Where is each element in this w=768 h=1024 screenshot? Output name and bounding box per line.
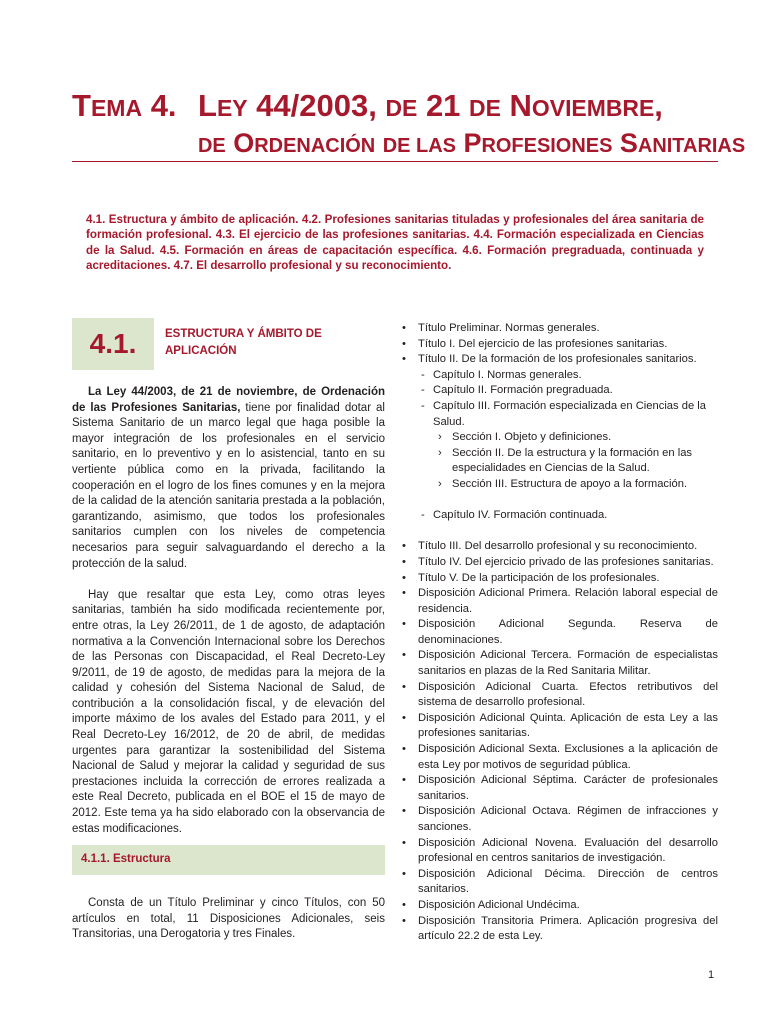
title-fragment: ANITARIAS (637, 135, 746, 157)
chapter-summary: 4.1. Estructura y ámbito de aplicación. 4.2. Profesiones sanitarias tituladas y profesionales del área sanitaria de formación profesional. 4.3. El ejercicio de las profesiones sanitarias. 4.4. Formación especializada en Ciencias de la Salud. 4.5. Formación en áreas de capacitación específica. 4.6. Formación pregraduada, continuada y acreditaciones. 4.7. El desarrollo profesional y su reconocimiento. (86, 213, 704, 273)
subsection-heading (72, 845, 385, 875)
structure-paragraph: Consta de un Título Preliminar y cinco Títulos, con 50 artículos en total, 11 Disposiciones Adicionales, seis Transitorias, una Derogatoria y tres Finales. (72, 897, 385, 941)
list-item: • Título Preliminar. Normas generales. (400, 321, 718, 337)
title-fragment: RDENACIÓN (254, 135, 376, 157)
paragraph-intro-text: tiene por finalidad dotar al Sistema Sanitario de un marco legal que haga posible la mayor integración de los profesionales en el servicio sanitario, en lo preventivo y en lo asistencial, tanto en su vertiente pública como en la privada, facilitando la cooperación en el logro de los fines comunes y en la mejora de la calidad de la atención sanitaria prestada a la población, garantizando, asimismo, que todos los profesionales sanitarios cumplen con los niveles de competencia necesarios para seguir salvaguardando el derecho a la protección de la salud. (72, 401, 385, 570)
title-fragment: DE (385, 95, 418, 121)
list-item: • Título III. Del desarrollo profesional y su reconocimiento. (400, 539, 718, 555)
list-item: • Título II. De la formación de los profesionales sanitarios. (400, 352, 718, 368)
title-fragment (375, 128, 383, 158)
list-spacer (400, 524, 718, 540)
title-divider (72, 161, 718, 162)
title-fragment: , (654, 88, 663, 123)
list-item: • Disposición Adicional Quinta. Aplicación de esta Ley a las profesiones sanitarias. (400, 711, 718, 742)
list-item: • Disposición Adicional Tercera. Formación de especialistas sanitarios en plazas de la Red Sanitaria Militar. (400, 648, 718, 679)
page-number: 1 (708, 969, 715, 981)
list-item: • Disposición Adicional Segunda. Reserva de denominaciones. (400, 617, 718, 648)
title-fragment: OVIEMBRE (531, 95, 655, 121)
chapter-label: TEMA 4. (72, 88, 177, 123)
list-item: • Disposición Adicional Séptima. Carácter de profesionales sanitarios. (400, 773, 718, 804)
paragraph-intro-bold: La Ley 44/2003, de 21 de noviembre, de Ordenación de las Profesiones Sanitarias, (72, 386, 385, 414)
left-column (72, 385, 385, 853)
section-heading (72, 318, 385, 370)
list-item: • Disposición Adicional Cuarta. Efectos retributivos del sistema de desarrollo profesional. (400, 680, 718, 711)
paragraph-intro (72, 385, 385, 572)
title-fragment: O (225, 128, 255, 158)
list-item: • Disposición Adicional Undécima. (400, 898, 718, 914)
section-item: › Sección III. Estructura de apoyo a la formación. (400, 477, 718, 493)
law-title-line-1 (198, 88, 663, 124)
list-item: • Disposición Adicional Novena. Evaluación del desarrollo profesional en centros sanitarios de investigación. (400, 836, 718, 867)
list-item: • Título IV. Del ejercicio privado de las profesiones sanitarias. (400, 555, 718, 571)
list-item: • Disposición Adicional Octava. Régimen de infracciones y sanciones. (400, 804, 718, 835)
section-item: › Sección II. De la estructura y la formación en las especialidades en Ciencias de la Salud. (400, 446, 718, 477)
title-fragment: S (612, 128, 638, 158)
chapter-item: - Capítulo IV. Formación continuada. (400, 508, 718, 524)
list-item: • Disposición Adicional Primera. Relación laboral especial de residencia. (400, 586, 718, 617)
title-fragment: 44/2003, (247, 88, 386, 123)
chapter-item: - Capítulo II. Formación pregraduada. (400, 383, 718, 399)
list-item: • Disposición Transitoria Primera. Aplicación progresiva del artículo 22.2 de esta Ley. (400, 914, 718, 945)
paragraph-modifications: Hay que resaltar que esta Ley, como otras leyes sanitarias, también ha sido modificada recientemente por, entre otras, la Ley 26/2011, de 1 de agosto, de adaptación normativa a la Convención Internacional sobre los Derechos de las Personas con Discapacidad, el Real Decreto-Ley 9/2011, de 19 de agosto, de medidas para la mejora de la calidad y cohesión del Sistema Nacional de Salud, de contribución a la consolidación fiscal, y de elevación del importe máximo de los avales del Estado para 2011, y el Real Decreto-Ley 16/2012, de 20 de abril, de medidas urgentes para garantizar la sostenibilidad del Sistema Nacional de Salud y mejorar la calidad y seguridad de sus prestaciones incluida la corrección de errores realizada a este Real Decreto, publicada en el BOE el 15 de mayo de 2012. Este tema ya ha sido elaborado con la observancia de estas modificaciones. (72, 588, 385, 835)
title-fragment: EY (216, 95, 248, 121)
section-title: ESTRUCTURA Y ÁMBITO DE APLICACIÓN (165, 328, 322, 357)
title-fragment: ROFESIONES (481, 135, 613, 157)
title-fragment: 21 (417, 88, 470, 123)
title-fragment: L (198, 88, 217, 123)
law-structure-list (400, 321, 718, 945)
subsection-title: 4.1.1. Estructura (81, 853, 171, 865)
list-item: • Disposición Adicional Sexta. Exclusiones a la aplicación de esta Ley por motivos de seguridad pública. (400, 742, 718, 773)
law-title-line-2 (198, 128, 745, 159)
title-fragment: DE LAS (382, 135, 456, 157)
section-number: 4.1. (72, 318, 154, 370)
title-fragment: DE (469, 95, 501, 121)
title-fragment: N (500, 88, 532, 123)
chapter-item: - Capítulo III. Formación especializada en Ciencias de la Salud. (400, 399, 718, 430)
chapter-item: - Capítulo I. Normas generales. (400, 368, 718, 384)
list-item: • Disposición Adicional Décima. Dirección de centros sanitarios. (400, 867, 718, 898)
title-fragment: P (455, 128, 482, 158)
section-item: › Sección I. Objeto y definiciones. (400, 430, 718, 446)
list-item: • Título V. De la participación de los profesionales. (400, 571, 718, 587)
list-item: • Título I. Del ejercicio de las profesiones sanitarias. (400, 337, 718, 353)
title-fragment: DE (198, 135, 226, 157)
list-spacer (400, 493, 718, 509)
